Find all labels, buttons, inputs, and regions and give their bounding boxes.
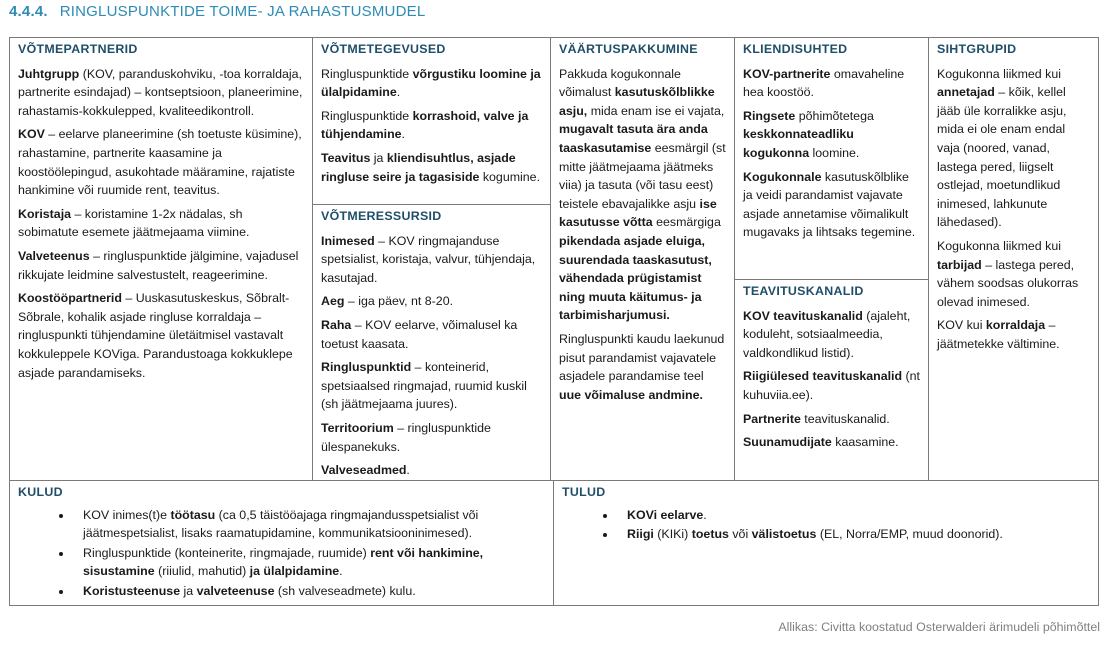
segment-donors: Kogukonna liikmed kui annetajad – kõik, kellel jääb üle korralikke asju, mida ei ole enam endal vaja (noored, vanad, lastega pered, liigselt ostlejad, moetundlikud inimesed, lahkunute lähedased). [937, 66, 1067, 230]
resource-territory: Territoorium – ringluspunktide ülespanekuks. [321, 420, 491, 454]
costs-list [18, 506, 546, 601]
resource-time: Aeg – iga päev, nt 8-20. [321, 294, 454, 309]
key-resources-title: VÕTMERESSURSID [321, 209, 442, 223]
value-main: Pakkuda kogukonnale võimalust kasutuskõlblikke asju, mida enam ise ei vajata, mugavalt tasuta ära anda taaskasutamise eesmärgil (st mitte jäätmejaama jäätmeks viia) ja tasuta (või tasu eest) teistele ebavajalikke asju ise kasutusse võtta eesmärgiga pikendada asjade eluiga, suurendada taaskasutust, vähendada prügistamist ning muuta käitumus- ja tarbimisharjumusi. [559, 66, 726, 323]
partner-kov: KOV – eelarve planeerimine (sh toetuste küsimine), rahastamine, partnerite kaasamine ja koostöölepingud, asukohtade määramine, rajatiste hankimine või ruumide rent, teavitus. [18, 127, 302, 198]
resource-points: Ringluspunktid – konteinerid, spetsiaalsed ringmajad, ruumid kuskil (sh jäätmejaama juures). [321, 360, 527, 412]
activity-maintenance: Ringluspunktide korrashoid, valve ja tühjendamine. [321, 108, 529, 142]
partner-security-service: Valveteenus – ringluspunktide jälgimine, vajadusel rikkujate leidmine salvestustelt, reageerimine. [18, 248, 299, 282]
value-proposition-cell [551, 38, 734, 480]
relation-donation: Kogukonnale kasutuskõlblike ja veidi parandamist vajavate asjade annetamise võimalikult mugavaks ja lihtsaks tegemine. [743, 169, 916, 240]
resource-security-devices: Valveseadmed. [321, 463, 410, 478]
key-activities-title: VÕTMETEGEVUSED [321, 42, 446, 56]
cost-item-salary: • KOV inimes(t)e töötasu (ca 0,5 täistööajaga ringmajandusspetsialist või jäätmespetsialist, lisaks raamatupidamine, kommunikatsiooninimesed). [73, 506, 546, 543]
section-title: RINGLUSPUNKTIDE TOIME- JA RAHASTUSMUDEL [59, 3, 426, 20]
source-note: Allikas: Civitta koostatud Osterwalderi ärimudeli põhimõttel [778, 620, 1100, 634]
activity-network: Ringluspunktide võrgustiku loomine ja ülalpidamine. [321, 66, 541, 100]
revenue-item-budget: • KOVi eelarve. [617, 506, 1091, 525]
partner-steering-group: Juhtgrupp (KOV, paranduskohviku, -toa korraldaja, partnerite esindajad) – kontseptsioon, planeerimine, rahastamis-kokkulepped, kvaliteedikontroll. [18, 66, 303, 118]
customer-segments-title: SIHTGRUPID [937, 42, 1017, 56]
section-number: 4.4.4. [9, 3, 48, 20]
resource-people: Inimesed – KOV ringmajanduse spetsialist, koristaja, valvur, tühjendaja, kasutajad. [321, 233, 536, 285]
channel-influencers: Suunamudijate kaasamine. [743, 435, 899, 450]
value-proposition-title: VÄÄRTUSPAKKUMINE [559, 42, 698, 56]
costs-cell [10, 481, 553, 605]
revenue-list [562, 506, 1091, 544]
grid-line-right [1098, 37, 1099, 606]
resource-money: Raha – KOV eelarve, võimalusel ka toetust kaasata. [321, 317, 518, 351]
customer-relations-title: KLIENDISUHTED [743, 42, 848, 56]
channels-title: TEAVITUSKANALID [743, 284, 864, 298]
revenue-title: TULUD [562, 485, 606, 499]
channel-kov: KOV teavituskanalid (ajaleht, koduleht, sotsiaalmeedia, valdkondlikud listid). [743, 308, 911, 360]
revenue-item-grants: • Riigi (KIKi) toetus või välistoetus (EL, Norra/EMP, muud doonorid). [617, 525, 1091, 544]
partner-cleaner: Koristaja – koristamine 1-2x nädalas, sh sobimatute esemete jäätmejaama viimine. [18, 206, 250, 240]
channel-national: Riigiülesed teavituskanalid (nt kuhuviia.ee). [743, 369, 920, 402]
activity-communication: Teavitus ja kliendisuhtlus, asjade ringluse seire ja tagasiside kogumine. [321, 150, 541, 184]
partner-cooperation-partners: Koostööpartnerid – Uuskasutuskeskus, Sõbralt-Sõbrale, kohalik asjade ringluse korraldaja – ringluspunkti tühjendamine ületäitmisel vastavalt kokkuleppele KOViga. Parandustoaga kokkuklepe asjade parandamiseks. [18, 291, 293, 380]
section-heading [9, 3, 425, 20]
channel-partners: Partnerite teavituskanalid. [743, 411, 890, 426]
revenue-cell [554, 481, 1098, 605]
customer-segments-cell [929, 38, 1098, 480]
key-partners-title: VÕTMEPARTNERID [18, 42, 138, 56]
costs-title: KULUD [18, 485, 63, 499]
relation-kov-partners: KOV-partnerite omavaheline hea koostöö. [743, 66, 905, 100]
key-activities-cell [313, 38, 550, 204]
key-partners-cell [10, 38, 312, 480]
relation-community: Ringsete põhimõtetega keskkonnateadliku kogukonna loomine. [743, 108, 874, 160]
channels-cell [735, 280, 928, 480]
segment-organizer: KOV kui korraldaja – jäätmetekke vältimine. [937, 318, 1060, 351]
cost-item-services: • Koristusteenuse ja valveteenuse (sh valveseadmete) kulu. [73, 582, 546, 601]
grid-line-bottom [9, 605, 1099, 606]
customer-relations-cell [735, 38, 928, 279]
key-resources-cell [313, 205, 550, 480]
cost-item-points: • Ringluspunktide (konteinerite, ringmajade, ruumide) rent või hankimine, sisustamine (riiulid, mahutid) ja ülalpidamine. [73, 544, 546, 581]
value-repair: Ringluspunkti kaudu laekunud pisut parandamist vajavatele asjadele parandamise teel uue võimaluse andmine. [559, 331, 725, 402]
segment-consumers: Kogukonna liikmed kui tarbijad – lastega pered, vähem soodsas olukorras olevad inimesed. [937, 238, 1079, 309]
